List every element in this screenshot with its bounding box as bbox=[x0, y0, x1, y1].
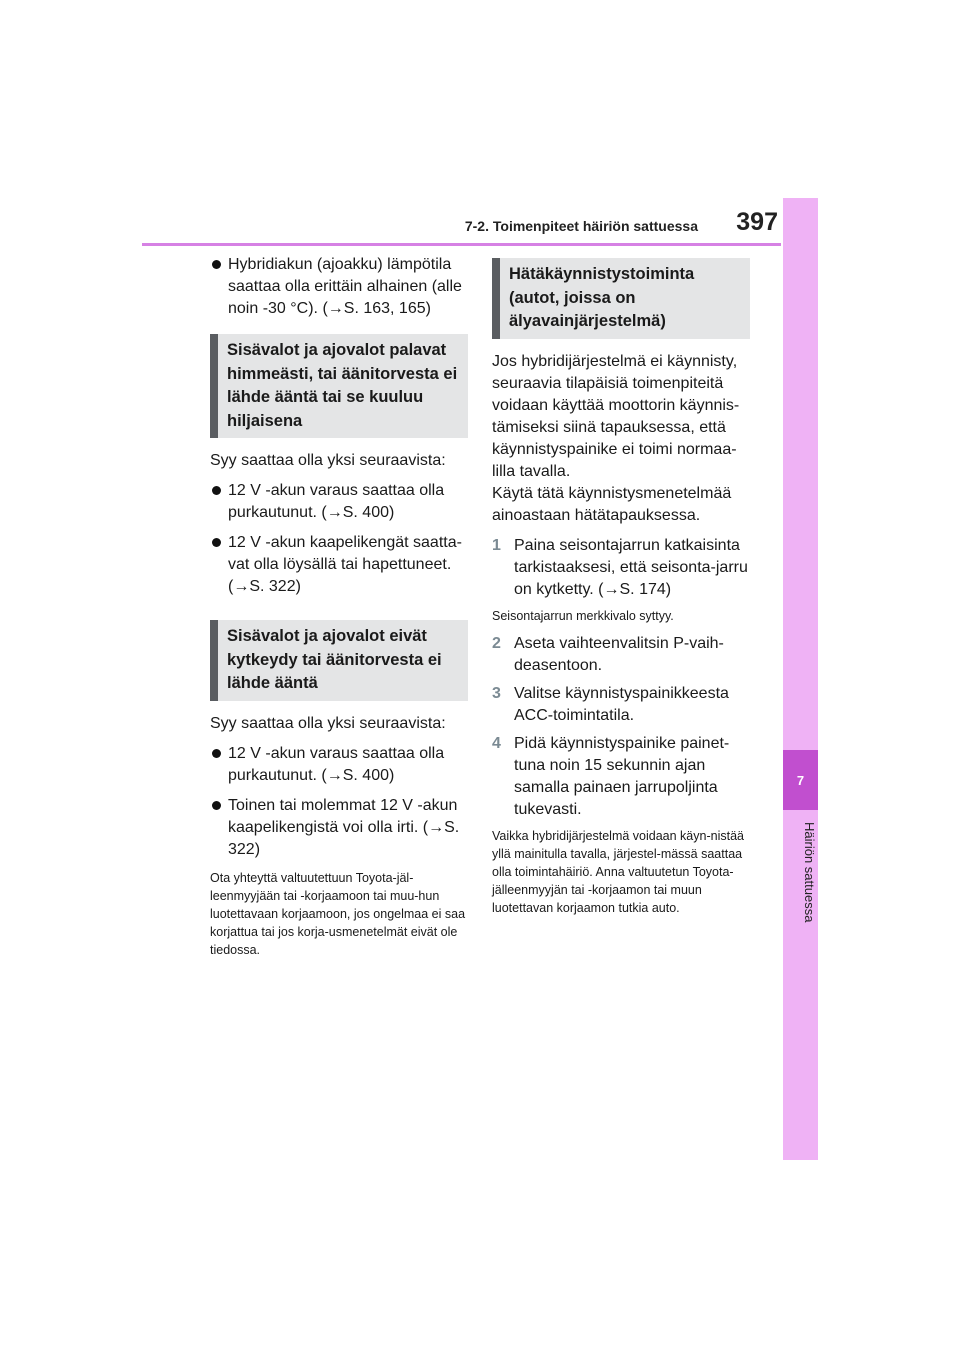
step-number: 2 bbox=[492, 634, 501, 652]
chapter-label: Häiriön sattuessa bbox=[802, 822, 817, 923]
intro-paragraph: Jos hybridijärjestelmä ei käynnisty, seuraavia tilapäisiä toimenpiteitä voidaan käyttää moottorin käynnis-tämiseksi siinä tapauksessa, että käynnistyspainike ei toimi normaa-lilla tavalla. bbox=[492, 352, 740, 480]
page-number: 397 bbox=[736, 208, 778, 236]
step-1 bbox=[492, 535, 750, 601]
section-heading-dim-lights: Sisävalot ja ajovalot palavat himmeästi, tai äänitorvesta ei lähde ääntä tai se kuuluu hiljaisena bbox=[210, 334, 468, 438]
right-column bbox=[492, 258, 750, 925]
left-column bbox=[210, 254, 468, 967]
intro-paragraph: Käytä tätä käynnistysmenetelmää ainoastaan hätätapauksessa. bbox=[492, 484, 732, 524]
final-note: Vaikka hybridijärjestelmä voidaan käyn-nistää yllä mainitulla tavalla, järjestel-mässä saattaa olla toimintahäiriö. Anna valtuutetun Toyota-jälleenmyyjän tai -korjaamon tai muun luotettavan korjaamon tutkia auto. bbox=[492, 828, 744, 915]
step-number: 3 bbox=[492, 684, 501, 702]
step-number: 1 bbox=[492, 536, 501, 554]
intro-bullet: Hybridiakun (ajoakku) lämpötila saattaa olla erittäin alhainen (alle noin -30 °C). (→S. 163, 165) bbox=[210, 254, 468, 320]
step-3 bbox=[492, 683, 750, 727]
section-title: 7-2. Toimenpiteet häiriön sattuessa bbox=[464, 218, 698, 234]
list-item: Toinen tai molemmat 12 V -akun kaapelikengistä voi olla irti. (→S. 322) bbox=[210, 795, 468, 861]
step-text: Aseta vaihteenvalitsin P-vaih-deasentoon. bbox=[514, 634, 724, 674]
step-text: Valitse käynnistyspainikkeesta ACC-toimintatila. bbox=[514, 684, 729, 724]
section-lead: Syy saattaa olla yksi seuraavista: bbox=[210, 452, 446, 469]
step-number: 4 bbox=[492, 734, 501, 752]
step-note: Seisontajarrun merkkivalo syttyy. bbox=[492, 608, 674, 623]
header-rule bbox=[142, 243, 781, 246]
section-heading-emergency-start: Hätäkäynnistystoiminta (autot, joissa on älyavainjärjestelmä) bbox=[492, 258, 750, 339]
note-text: Ota yhteyttä valtuutettuun Toyota-jäl-leenmyyjään tai -korjaamoon tai muu-hun luotettavaan korjaamoon, jos ongelmaa ei saa korjattua tai jos korja-usmenetelmät eivät ole tiedossa. bbox=[210, 870, 466, 957]
step-text: Pidä käynnistyspainike painet-tuna noin 15 sekunnin ajan samalla painaen jarrupoljinta tukevasti. bbox=[514, 734, 730, 818]
list-item: 12 V -akun varaus saattaa olla purkautunut. (→S. 400) bbox=[210, 743, 468, 787]
step-2 bbox=[492, 633, 750, 677]
section-lead: Syy saattaa olla yksi seuraavista: bbox=[210, 714, 446, 732]
list-item: 12 V -akun varaus saattaa olla purkautunut. (→S. 400) bbox=[210, 480, 468, 524]
section-heading-no-lights: Sisävalot ja ajovalot eivät kytkeydy tai äänitorvesta ei lähde ääntä bbox=[210, 620, 468, 701]
chapter-side-tab bbox=[783, 198, 818, 1160]
chapter-number: 7 bbox=[783, 750, 818, 810]
step-text: Paina seisontajarrun katkaisinta tarkistaaksesi, että seisonta-jarru on kytketty. (→S. 174) bbox=[514, 536, 748, 598]
step-4 bbox=[492, 733, 750, 821]
list-item: 12 V -akun kaapelikengät saatta-vat olla löysällä tai hapettuneet. (→S. 322) bbox=[210, 532, 468, 598]
